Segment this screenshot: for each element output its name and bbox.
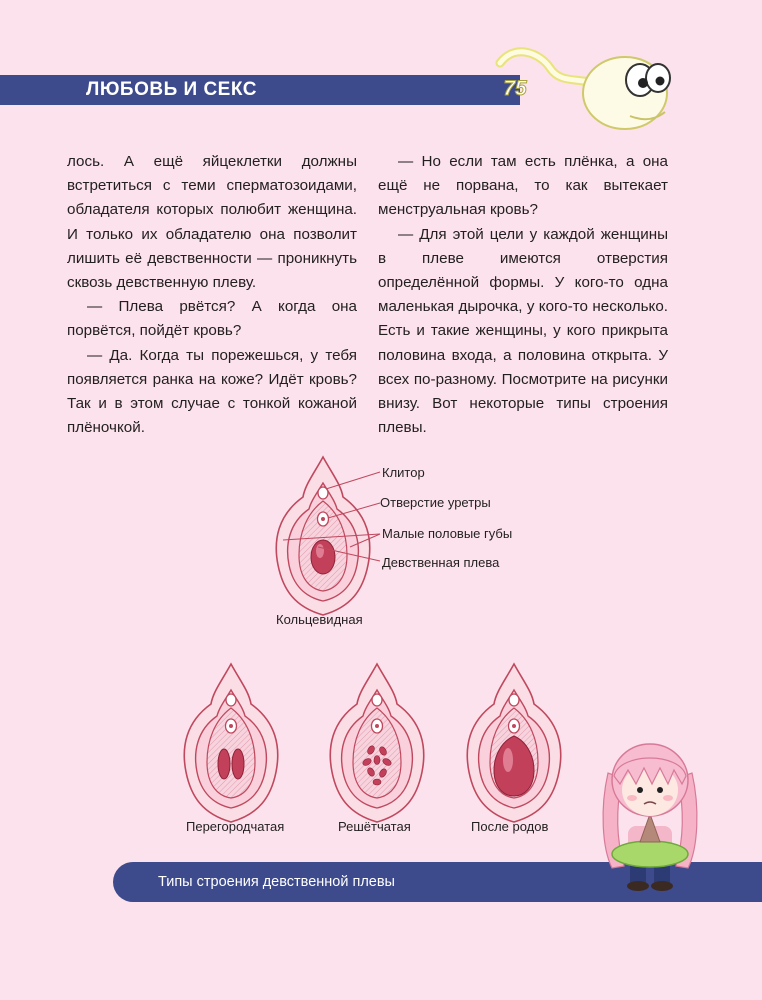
postpartum-hymen-drawing [467, 664, 560, 822]
septate-hymen-drawing [184, 664, 277, 822]
type-label-septate: Перегородчатая [186, 819, 285, 834]
paragraph: — Да. Когда ты порежешься, у тебя появляется ранка на коже? Идёт кровь? Так и в этом случае с тонкой кожаной плёночкой. [67, 346, 357, 437]
girl-character-icon [590, 718, 710, 893]
paragraph: — Плева рвётся? А когда она порвётся, пойдёт кровь? [67, 298, 357, 340]
type-label-postpartum: После родов [471, 819, 549, 834]
label-clitoris: Клитор [382, 465, 425, 480]
paragraph: — Для этой цели у каждой женщины в плеве имеются отверстия определённой формы. У кого-то одна маленькая дырочка, у кого-то несколько. Есть и такие женщины, у кого прикрыта половина входа, а половина открыта. У всех по-разному. Посмотрите на рисунки внизу. Вот некоторые типы строения плевы. [378, 225, 668, 437]
paragraph: — Но если там есть плёнка, а она ещё не порвана, то как вытекает менструальная кровь? [378, 153, 668, 219]
label-hymen: Девственная плева [382, 555, 500, 570]
paragraph: лось. А ещё яйцеклетки должны встретиться с теми сперматозоидами, обладателя которых полюбит женщина. И только их обладателю она позволит лишить её девственности — проникнуть сквозь девственную плеву. [67, 153, 357, 292]
section-title: ЛЮБОВЬ И СЕКС [86, 79, 257, 100]
page-number: 75 [503, 77, 527, 100]
label-labia-minora: Малые половые губы [382, 526, 513, 541]
type-label-annular: Кольцевидная [276, 612, 363, 627]
cribriform-hymen-drawing [330, 664, 423, 822]
figure-caption: Типы строения девственной плевы [158, 874, 395, 890]
label-urethra-opening: Отверстие уретры [380, 495, 491, 510]
type-label-cribriform: Решётчатая [338, 819, 411, 834]
